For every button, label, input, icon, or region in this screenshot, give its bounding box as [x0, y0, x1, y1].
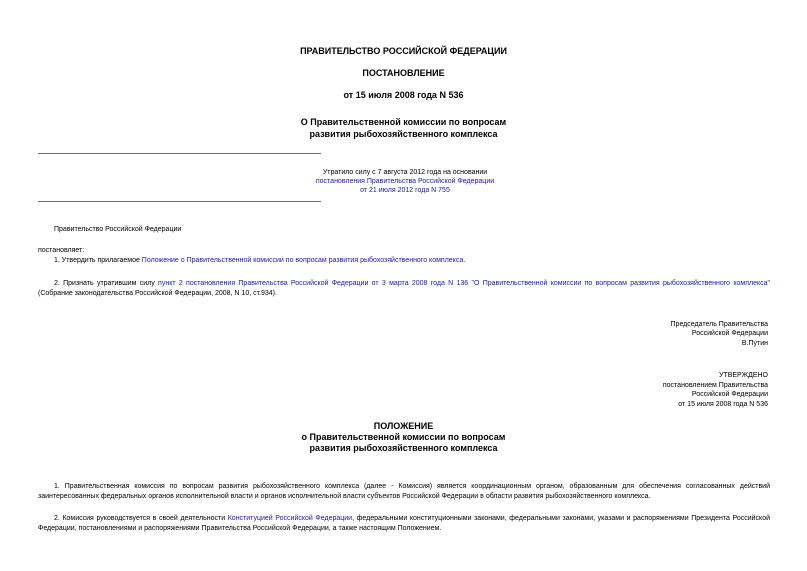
clause-2-suffix: (Собрание законодательства Российской Федерации, 2008, N 10, ст.934).	[38, 290, 277, 297]
approval-line1: УТВЕРЖДЕНО	[718, 372, 768, 379]
clause-2	[38, 279, 770, 299]
repealed-clause-link[interactable]: пункт 2 постановления Правительства Российской Федерации от 3 марта 2008 года N 136 "О Правительственной комиссии по вопросам развития рыбохозяйственного комплекса"	[158, 280, 770, 287]
decides-text: постановляет:	[38, 247, 85, 254]
divider-bottom	[38, 201, 321, 202]
clause-1-suffix: .	[463, 257, 466, 264]
divider-top	[38, 153, 321, 154]
government-heading: ПРАВИТЕЛЬСТВО РОССИЙСКОЙ ФЕДЕРАЦИИ	[300, 46, 507, 56]
clause-1-prefix: 1. Утвердить прилагаемое	[54, 257, 142, 264]
regulation-paragraph-1: 1. Правительственная комиссия по вопросам развития рыбохозяйственного комплекса (далее - Комиссия) является координационным органом, образованным для обеспечения согласованных действий заинтересованных федеральных органов исполнительной власти и органов исполнительной власти субъектов Российской Федерации в области развития рыбохозяйственного комплекса.	[38, 483, 770, 500]
clause-2-prefix: 2. Признать утратившим силу	[54, 280, 159, 287]
signature-position-line2: Российской Федерации	[691, 330, 768, 337]
signature-name: В.Путин	[741, 340, 768, 347]
document-subject-line2: развития рыбохозяйственного комплекса	[309, 129, 498, 139]
preamble-text: Правительство Российской Федерации	[54, 226, 182, 233]
paragraph-2-suffix: , федеральными конституционными законами, федеральными законами, указами и распоряжениями Президента Российской Федерации, постановлениями и распоряжениями Правительства Российской Федерации, а также настоящим Положением.	[38, 515, 771, 532]
clause-1	[54, 256, 774, 265]
status-note-link-line2[interactable]: от 21 июля 2012 года N 755	[360, 187, 450, 194]
constitution-link[interactable]: Конституцией Российской Федерации	[227, 515, 353, 522]
document-type-heading: ПОСТАНОВЛЕНИЕ	[362, 68, 445, 78]
document-date-number: от 15 июля 2008 года N 536	[343, 90, 464, 100]
regulation-title: ПОЛОЖЕНИЕ	[373, 421, 434, 431]
approval-line3: Российской Федерации	[691, 391, 768, 398]
status-note-text: Утратило силу с 7 августа 2012 года на основании	[322, 169, 488, 176]
regulation-link[interactable]: Положение о Правительственной комиссии по вопросам развития рыбохозяйственного комплекса	[141, 257, 464, 264]
signature-position-line1: Председатель Правительства	[670, 321, 768, 328]
paragraph-2-prefix: 2. Комиссия руководствуется в своей деятельности	[54, 515, 228, 522]
approval-line4: от 15 июля 2008 года N 536	[678, 401, 768, 408]
approval-line2: постановлением Правительства	[662, 382, 768, 389]
document-subject-line1: О Правительственной комиссии по вопросам	[300, 117, 507, 127]
status-note-link-line1[interactable]: постановления Правительства Российской Федерации	[315, 178, 495, 185]
regulation-paragraph-2	[38, 514, 770, 534]
regulation-subtitle-line1: о Правительственной комиссии по вопросам	[301, 432, 506, 442]
regulation-subtitle-line2: развития рыбохозяйственного комплекса	[309, 443, 498, 453]
